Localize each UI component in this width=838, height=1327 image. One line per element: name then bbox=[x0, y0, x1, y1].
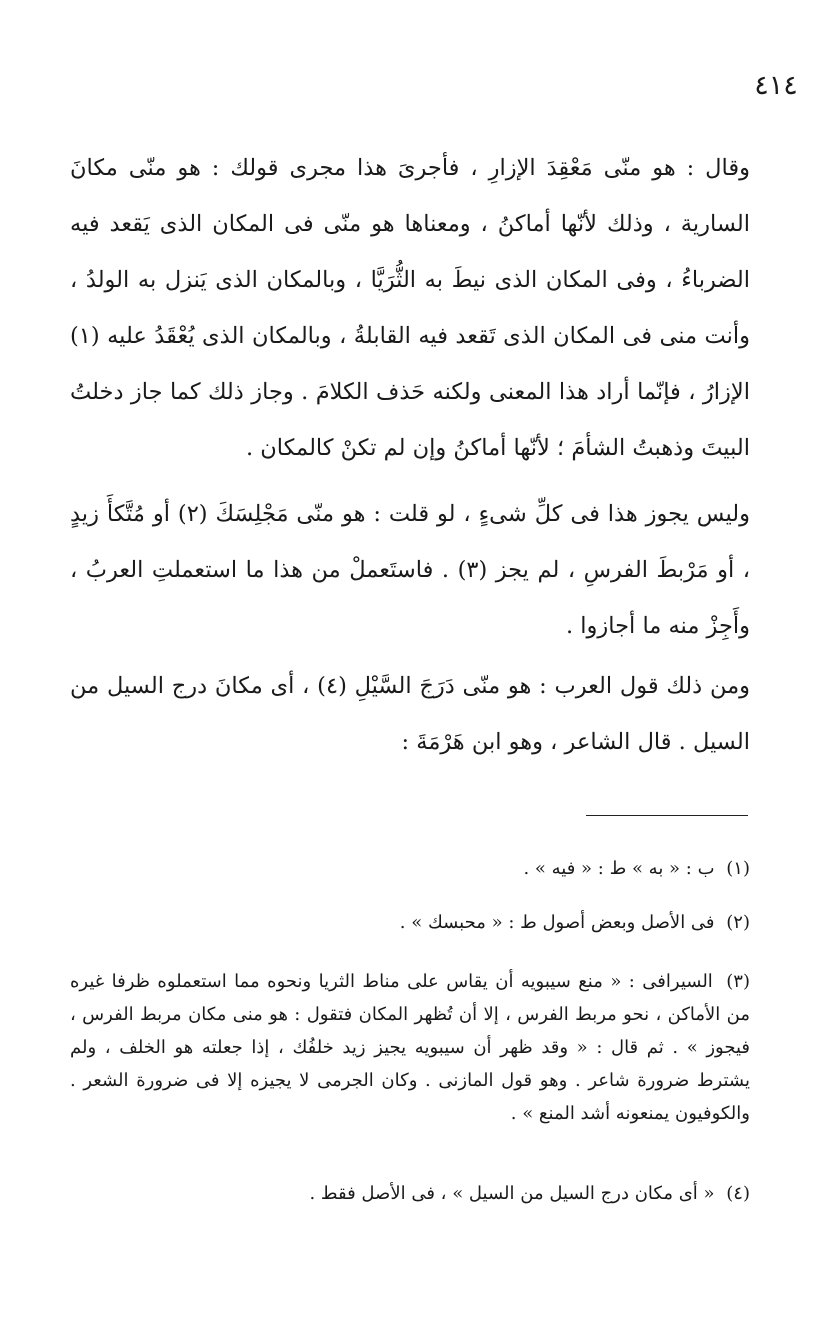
footnote-text: السيرافى : « منع سيبويه أن يقاس على مناط الثريا ونحوه مما استعملوه ظرفا غيره من الأماكن ، نحو مربط الفرس ، إلا أن تُظهر المكان فتقول : هو منى مكان مربط الفرس ، فيجوز » . ثم قال : « وقد ظهر أن سيبويه يجيز زيد خلفُك ، إذا جعلته هو الخلف ، ولم يشترط ضرورة شاعر . وهو قول المازنى . وكان الجرمى لا يجيزه إلا فى ضرورة الشعر . والكوفيون يمنعونه أشد المنع » . bbox=[70, 971, 750, 1124]
footnote-number: (٢) bbox=[726, 912, 750, 933]
footnote-number: (٣) bbox=[726, 971, 750, 992]
footnote-text: « أى مكان درج السيل من السيل » ، فى الأصل فقط . bbox=[309, 1183, 715, 1204]
footnote-text: ب : « به » ط : « فيه » . bbox=[523, 858, 715, 879]
footnote-3 bbox=[70, 965, 750, 1130]
footnote-4 bbox=[70, 1177, 750, 1210]
footnote-2 bbox=[70, 906, 750, 939]
page-number: ٤١٤ bbox=[754, 70, 798, 101]
footnote-divider bbox=[586, 815, 748, 816]
paragraph-1: وقال : هو منّى مَعْقِدَ الإزارِ ، فأجرىَ هذا مجرى قولك : هو منّى مكانَ السارية ، وذلك لأنّها أماكنُ ، ومعناها هو منّى فى المكان الذى يَقعد فيه الضرباءُ ، وفى المكان الذى نيطَ به الثُّرَيَّا ، وبالمكان الذى يَنزل به الولدُ ، وأنت منى فى المكان الذى تَقعد فيه القابلةُ ، وبالمكان الذى يُعْقَدُ عليه (١) الإزارُ ، فإنّما أراد هذا المعنى ولكنه حَذف الكلامَ . وجاز ذلك كما جاز دخلتُ البيتَ وذهبتُ الشأمَ ؛ لأنّها أماكنُ وإن لم تكنْ كالمكان . bbox=[70, 155, 750, 461]
footnote-1 bbox=[70, 852, 750, 885]
footnote-number: (١) bbox=[726, 858, 750, 879]
footnote-number: (٤) bbox=[726, 1183, 750, 1204]
footnote-text: فى الأصل وبعض أصول ط : « محبسك » . bbox=[399, 912, 715, 933]
paragraph-3: ومن ذلك قول العرب : هو منّى دَرَجَ السَّيْلِ (٤) ، أى مكانَ درج السيل من السيل . قال الشاعر ، وهو ابن هَرْمَةَ : bbox=[70, 673, 750, 755]
paragraph-2: وليس يجوز هذا فى كلِّ شىءٍ ، لو قلت : هو منّى مَجْلِسَكَ (٢) أو مُتَّكأَ زيدٍ ، أو مَرْبطَ الفرسِ ، لم يجز (٣) . فاستَعملْ من هذا ما استعملتِ العربُ ، وأَجِزْ منه ما أجازوا . bbox=[70, 501, 750, 639]
